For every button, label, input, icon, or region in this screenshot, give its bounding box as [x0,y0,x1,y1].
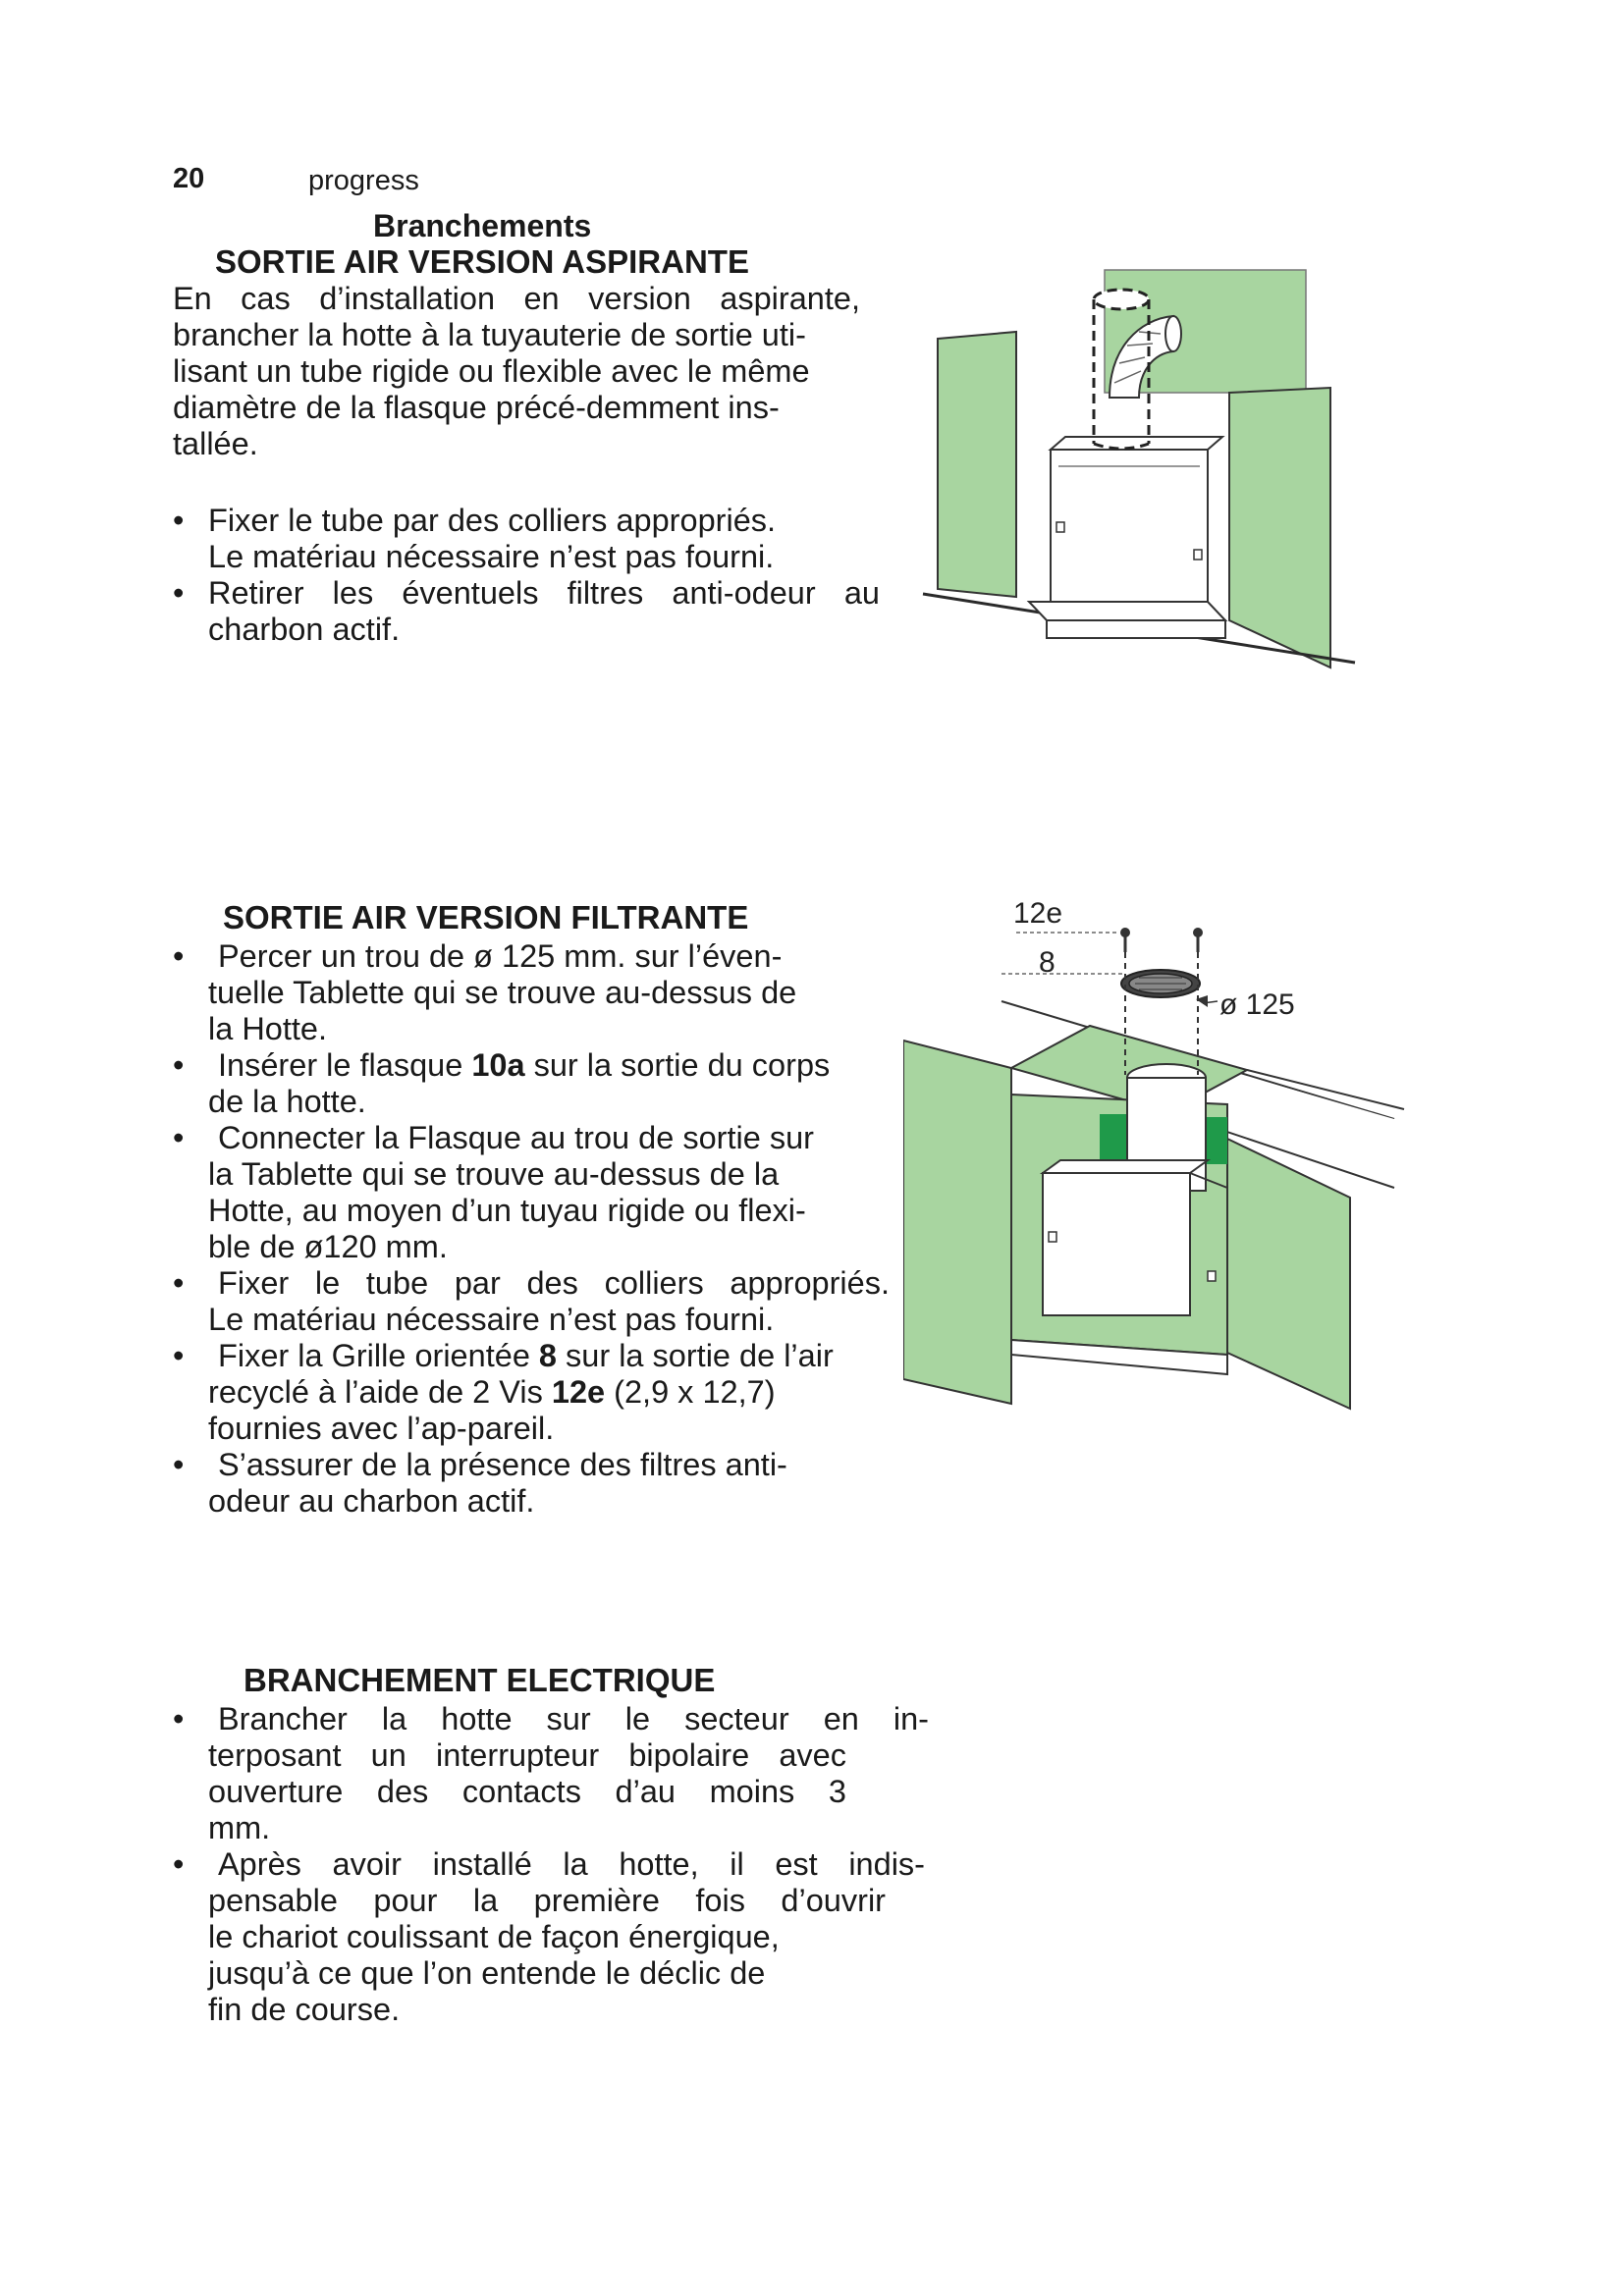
list-line: charbon actif. [208,612,401,647]
bullet-icon: • [173,1701,185,1736]
figure-filtrante-illustration [903,893,1414,1423]
list-item [173,503,880,575]
list-item [173,1701,929,1846]
bullet-icon: • [173,575,185,611]
label-8: 8 [1039,946,1056,979]
list-item [173,1447,890,1520]
brand-name: progress [308,165,419,196]
filtrante-bullets [173,938,890,1520]
electrique-bullets [173,1701,929,2028]
list-line: Fixer la Grille orientée 8 sur la sortie de l’air [218,1338,834,1373]
list-item [173,575,880,648]
intro-line: tallée. [173,426,258,461]
bullet-icon: • [173,1265,185,1301]
label-12e: 12e [1013,897,1063,930]
list-line: S’assurer de la présence des filtres anti- [218,1447,787,1482]
section-title: Branchements [373,208,592,243]
aspirante-bullets [173,503,880,648]
list-item [173,1338,890,1447]
bullet-icon: • [173,1120,185,1155]
aspirante-heading: SORTIE AIR VERSION ASPIRANTE [215,243,749,280]
list-line: fournies avec l’ap-pareil. [208,1411,555,1446]
list-line: jusqu’à ce que l’on entende le déclic de [208,1955,766,1991]
label-diameter: ø 125 [1219,988,1295,1021]
screw-icon [1193,928,1203,952]
list-line: Insérer le flasque 10a sur la sortie du corps [218,1047,831,1083]
list-line: Le matériau nécessaire n’est pas fourni. [208,1302,775,1337]
list-item [173,1047,890,1120]
intro-line: En cas d’installation en version aspirante, [173,281,860,316]
list-line: Percer un trou de ø 125 mm. sur l’éven- [218,938,783,974]
list-line: mm. [208,1810,271,1845]
list-line: la Tablette qui se trouve au-dessus de la [208,1156,780,1192]
list-line: tuelle Tablette qui se trouve au-dessus de [208,975,797,1010]
bullet-icon: • [173,1047,185,1083]
bullet-icon: • [173,1447,185,1482]
figure-aspirante-illustration [913,255,1365,677]
list-line: la Hotte. [208,1011,328,1046]
list-line: fin de course. [208,1992,401,2027]
electrique-heading: BRANCHEMENT ELECTRIQUE [244,1662,716,1698]
list-line: de la hotte. [208,1084,366,1119]
intro-line: brancher la hotte à la tuyauterie de sortie uti- [173,317,806,352]
list-line: Brancher la hotte sur le secteur en in- [218,1701,929,1736]
list-line: Connecter la Flasque au trou de sortie sur [218,1120,814,1155]
list-line: pensable pour la première fois d’ouvrir [208,1883,886,1918]
list-line: ble de ø120 mm. [208,1229,448,1264]
list-item [173,1120,890,1265]
intro-line: diamètre de la flasque précé-demment ins- [173,390,780,425]
list-item [173,1846,929,2028]
list-line: terposant un interrupteur bipolaire avec [208,1737,846,1773]
list-line: Hotte, au moyen d’un tuyau rigide ou flexi- [208,1193,806,1228]
intro-line: lisant un tube rigide ou flexible avec le même [173,353,810,389]
list-line: Fixer le tube par des colliers appropriés. [208,503,777,538]
list-line: Après avoir installé la hotte, il est indis- [218,1846,925,1882]
filtrante-heading: SORTIE AIR VERSION FILTRANTE [223,899,749,935]
bullet-icon: • [173,1338,185,1373]
aspirante-intro [173,281,860,462]
bullet-icon: • [173,938,185,974]
list-line: Le matériau nécessaire n’est pas fourni. [208,539,775,574]
list-item [173,1265,890,1338]
list-line: Fixer le tube par des colliers appropriés. [218,1265,890,1301]
list-line: odeur au charbon actif. [208,1483,535,1519]
screw-icon [1120,928,1130,952]
page-number: 20 [173,163,205,194]
list-line: le chariot coulissant de façon énergique, [208,1919,780,1954]
list-line: Retirer les éventuels filtres anti-odeur au [208,575,880,611]
bullet-icon: • [173,503,185,538]
bullet-icon: • [173,1846,185,1882]
list-line: recyclé à l’aide de 2 Vis 12e (2,9 x 12,7) [208,1374,776,1410]
list-item [173,938,890,1047]
list-line: ouverture des contacts d’au moins 3 [208,1774,846,1809]
